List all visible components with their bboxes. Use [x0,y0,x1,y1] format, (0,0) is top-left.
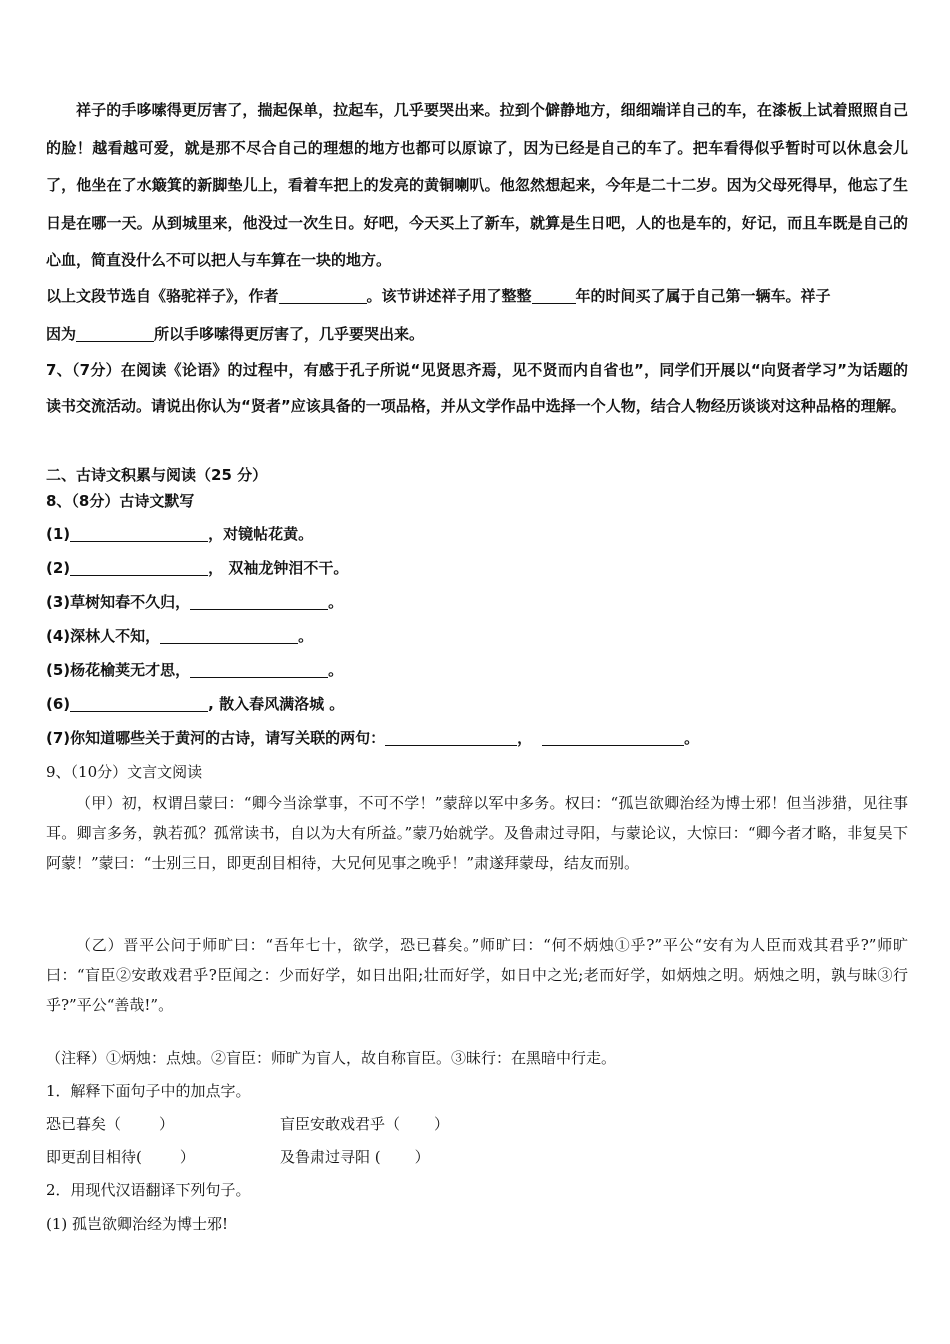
item-text: 。 [684,729,700,747]
item-text: 。 [328,593,344,611]
passage-question-line2 [46,323,908,344]
poem-item-5 [46,659,908,680]
item-text: ， 双袖龙钟泪不干。 [208,559,349,577]
item-number: (5) [46,661,71,679]
item-number: (1) [46,525,71,543]
poem-blank-5[interactable] [190,662,328,678]
poem-blank-7a[interactable] [385,730,517,746]
item-number: (2) [46,559,71,577]
question-7-text: 7、（7分）在阅读《论语》的过程中，有感于孔子所说“见贤思齐焉，见不贤而内自省也”，同学们开展以“向贤者学习”为话题的读书交流活动。请说出你认为“贤者”应该具备的一项品格，并从文学作品中选择一个人物，结合人物经历谈谈对这种品格的理解。 [46,361,908,415]
answer-blank-author[interactable] [279,288,367,304]
term-2: 盲臣安敢戏君乎（ ） [280,1115,450,1133]
poem-item-6 [46,693,908,714]
question-text-b: 。该节讲述祥子用了整整 [366,287,532,305]
item-number: (6) [46,695,71,713]
question-9-title: 9、（10分）文言文阅读 [46,763,203,781]
poem-blank-7b[interactable] [542,730,684,746]
poem-item-7 [46,727,908,748]
item-text: 草树知春不久归， [70,593,191,611]
item-text: ， [517,729,533,747]
item-text: 杨花榆荚无才思， [70,661,191,679]
poem-blank-6[interactable] [70,696,208,712]
question-text-c: 年的时间买了属于自己第一辆车。祥子 [575,287,831,305]
passage-paragraph [46,92,908,280]
item-text: (7)你知道哪些关于黄河的古诗，请写关联的两句： [46,729,386,747]
passage-text: 祥子的手哆嗦得更厉害了，揣起保单，拉起车，几乎要哭出来。拉到个僻静地方，细细端详自己的车，在漆板上试着照照自己的脸！越看越可爱，就是那不尽合自己的理想的地方也都可以原谅了，因为已经是自己的车了。把车看得似乎暂时可以休息会儿了，他坐在了水簸箕的新脚垫儿上，看着车把上的发亮的黄铜喇叭。他忽然想起来，今年是二十二岁。因为父母死得早，他忘了生日是在哪一天。从到城里来，他没过一次生日。好吧，今天买上了新车，就算是生日吧，人的也是车的，好记，而且车既是自己的心血，简直没什么不可以把人与车算在一块的地方。 [46,101,908,269]
poem-blank-2[interactable] [70,560,208,576]
notes: （注释）①炳烛：点烛。②盲臣：师旷为盲人，故自称盲臣。③昧行：在黑暗中行走。 [46,1049,617,1067]
section-2-title: 二、古诗文积累与阅读（25 分） [46,466,268,484]
item-text: 。 [298,627,314,645]
terms-row-2 [46,1146,908,1167]
term-1: 恐已暮矣（ ） [46,1115,175,1133]
poem-item-1 [46,523,908,544]
question-text-a: 以上文段节选自《骆驼祥子》，作者 [46,287,279,305]
answer-blank-years[interactable] [532,288,576,304]
item-text: , 散入春风满洛城 。 [208,695,345,713]
poem-blank-3[interactable] [190,594,328,610]
poem-item-2 [46,557,908,578]
poem-blank-1[interactable] [70,526,208,542]
term-4: 及鲁肃过寻阳 ( ） [280,1148,430,1166]
classical-text-yi [46,930,908,1020]
answer-blank-reason[interactable] [76,326,154,342]
item-text: ，对镜帖花黄。 [208,525,314,543]
translation-item-1: (1) 孤岂欲卿治经为博士邪! [46,1215,229,1233]
question-8-title: 8、（8分）古诗文默写 [46,492,195,510]
classical-text-jia-body: （甲）初，权谓吕蒙曰：“卿今当涂掌事，不可不学！”蒙辞以军中多务。权曰：“孤岂欲卿治经为博士邪！但当涉猎，见往事耳。卿言多务，孰若孤？孤常读书，自以为大有所益。”蒙乃始就学。及鲁肃过寻阳，与蒙论议，大惊曰：“卿今者才略，非复吴下阿蒙！”蒙曰：“士别三日，即更刮目相待，大兄何见事之晚乎！”肃遂拜蒙母，结友而别。 [46,794,908,872]
item-text: 。 [328,661,344,679]
question-text-e: 所以手哆嗦得更厉害了，几乎要哭出来。 [154,325,425,343]
poem-item-4 [46,625,908,646]
poem-blank-4[interactable] [160,628,298,644]
poem-item-3 [46,591,908,612]
classical-text-jia [46,788,908,878]
sub-question-1: 1．解释下面句子中的加点字。 [46,1082,251,1100]
term-3: 即更刮目相待( ） [46,1148,195,1166]
item-text: 深林人不知， [70,627,161,645]
sub-question-2: 2．用现代汉语翻译下列句子。 [46,1181,251,1199]
classical-text-yi-body: （乙）晋平公问于师旷曰：“吾年七十，欲学，恐已暮矣。”师旷曰：“何不炳烛①乎?”平公“安有为人臣而戏其君乎?”师旷曰：“盲臣②安敢戏君乎?臣闻之：少而好学，如日出阳;壮而好学，如日中之光;老而好学，如炳烛之明。炳烛之明，孰与昧③行乎?”平公“善哉!”。 [46,936,908,1014]
question-text-d: 因为 [46,325,77,343]
terms-row-1 [46,1113,908,1134]
question-7 [46,352,908,424]
item-number: (3) [46,593,71,611]
item-number: (4) [46,627,71,645]
passage-question-line1 [46,285,908,306]
